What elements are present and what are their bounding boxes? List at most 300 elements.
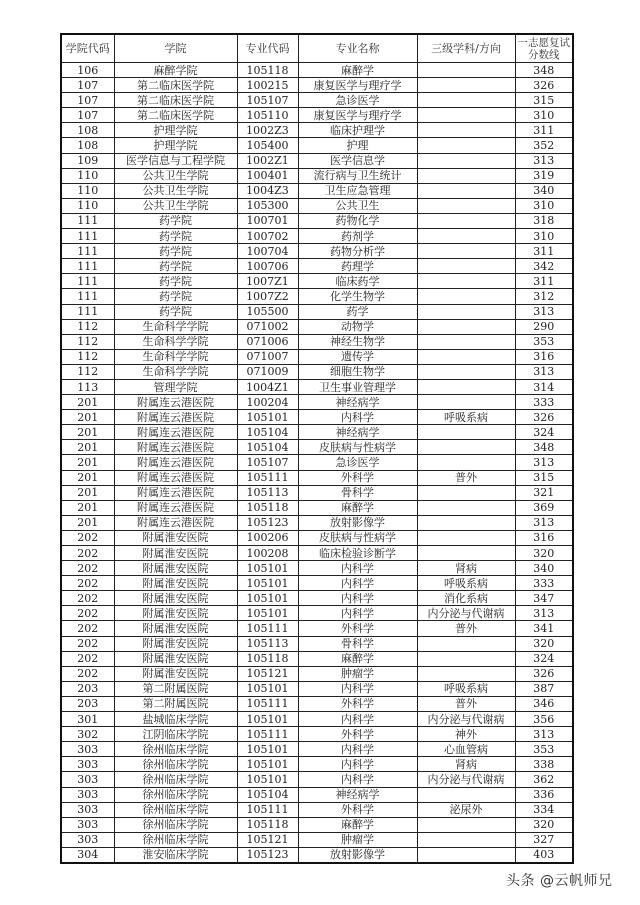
cell-cutoff-score: 310 bbox=[515, 229, 573, 244]
cell-cutoff-score: 326 bbox=[515, 666, 573, 681]
cell-cutoff-score: 353 bbox=[515, 334, 573, 349]
table-row bbox=[61, 787, 573, 802]
cell-college-code: 303 bbox=[61, 757, 114, 772]
cell-college-name: 药学院 bbox=[114, 274, 237, 289]
cell-major-name: 医学信息学 bbox=[298, 153, 417, 168]
cell-major-code: 105121 bbox=[237, 666, 298, 681]
cell-cutoff-score: 313 bbox=[515, 364, 573, 379]
cell-major-name: 临床护理学 bbox=[298, 123, 417, 138]
cell-major-code: 100706 bbox=[237, 259, 298, 274]
cell-sub-discipline bbox=[417, 787, 515, 802]
cell-college-name: 附属淮安医院 bbox=[114, 651, 237, 666]
cell-major-name: 康复医学与理疗学 bbox=[298, 78, 417, 93]
cell-major-code: 105118 bbox=[237, 651, 298, 666]
cell-cutoff-score: 313 bbox=[515, 727, 573, 742]
cell-college-code: 106 bbox=[61, 63, 114, 78]
cell-major-code: 105113 bbox=[237, 636, 298, 651]
cell-major-code: 071006 bbox=[237, 334, 298, 349]
cell-sub-discipline bbox=[417, 229, 515, 244]
cell-sub-discipline bbox=[417, 138, 515, 153]
cell-college-name: 生命科学学院 bbox=[114, 349, 237, 364]
table-row bbox=[61, 410, 573, 425]
cell-cutoff-score: 311 bbox=[515, 244, 573, 259]
cell-cutoff-score: 333 bbox=[515, 395, 573, 410]
cell-major-name: 神经病学 bbox=[298, 787, 417, 802]
cell-college-name: 附属连云港医院 bbox=[114, 515, 237, 530]
cell-college-code: 201 bbox=[61, 515, 114, 530]
cell-college-code: 111 bbox=[61, 304, 114, 319]
table-row bbox=[61, 304, 573, 319]
cell-sub-discipline bbox=[417, 304, 515, 319]
cell-college-code: 201 bbox=[61, 425, 114, 440]
cell-cutoff-score: 348 bbox=[515, 63, 573, 78]
cell-college-name: 附属淮安医院 bbox=[114, 576, 237, 591]
cell-sub-discipline bbox=[417, 455, 515, 470]
cell-major-name: 流行病与卫生统计 bbox=[298, 168, 417, 183]
table-row bbox=[61, 78, 573, 93]
cell-major-code: 105101 bbox=[237, 681, 298, 696]
cell-major-name: 内科学 bbox=[298, 561, 417, 576]
cell-major-code: 100204 bbox=[237, 395, 298, 410]
cell-cutoff-score: 316 bbox=[515, 349, 573, 364]
cell-college-name: 药学院 bbox=[114, 213, 237, 228]
cell-sub-discipline bbox=[417, 168, 515, 183]
cell-major-code: 100208 bbox=[237, 546, 298, 561]
cell-cutoff-score: 326 bbox=[515, 78, 573, 93]
cell-cutoff-score: 316 bbox=[515, 530, 573, 545]
cell-cutoff-score: 353 bbox=[515, 742, 573, 757]
cell-college-name: 附属连云港医院 bbox=[114, 500, 237, 515]
cell-major-name: 皮肤病与性病学 bbox=[298, 440, 417, 455]
header-sub-discipline: 三级学科/方向 bbox=[417, 34, 515, 63]
table-row bbox=[61, 500, 573, 515]
cell-sub-discipline bbox=[417, 349, 515, 364]
cell-college-name: 附属淮安医院 bbox=[114, 621, 237, 636]
cell-college-name: 徐州临床学院 bbox=[114, 832, 237, 847]
table-row bbox=[61, 364, 573, 379]
cell-sub-discipline bbox=[417, 530, 515, 545]
cell-cutoff-score: 326 bbox=[515, 410, 573, 425]
cell-cutoff-score: 313 bbox=[515, 153, 573, 168]
cell-college-name: 医学信息与工程学院 bbox=[114, 153, 237, 168]
cell-college-code: 202 bbox=[61, 666, 114, 681]
table-row bbox=[61, 847, 573, 863]
cell-college-code: 202 bbox=[61, 546, 114, 561]
table-row bbox=[61, 153, 573, 168]
cell-college-code: 202 bbox=[61, 606, 114, 621]
cell-college-code: 110 bbox=[61, 168, 114, 183]
cell-sub-discipline bbox=[417, 832, 515, 847]
score-table-container bbox=[60, 33, 572, 864]
cell-major-code: 105113 bbox=[237, 485, 298, 500]
cell-sub-discipline bbox=[417, 123, 515, 138]
cell-cutoff-score: 342 bbox=[515, 259, 573, 274]
cell-major-code: 1004Z1 bbox=[237, 379, 298, 394]
cell-cutoff-score: 340 bbox=[515, 183, 573, 198]
cell-college-name: 第二附属医院 bbox=[114, 681, 237, 696]
cell-major-code: 1007Z2 bbox=[237, 289, 298, 304]
cell-college-code: 110 bbox=[61, 198, 114, 213]
cell-college-name: 生命科学学院 bbox=[114, 319, 237, 334]
cell-sub-discipline bbox=[417, 289, 515, 304]
cell-major-name: 临床检验诊断学 bbox=[298, 546, 417, 561]
header-college-code: 学院代码 bbox=[61, 34, 114, 63]
cell-sub-discipline bbox=[417, 244, 515, 259]
cell-cutoff-score: 319 bbox=[515, 168, 573, 183]
cell-college-code: 303 bbox=[61, 832, 114, 847]
cell-sub-discipline bbox=[417, 183, 515, 198]
cell-major-code: 105101 bbox=[237, 606, 298, 621]
cell-college-name: 公共卫生学院 bbox=[114, 183, 237, 198]
cell-sub-discipline bbox=[417, 153, 515, 168]
table-row bbox=[61, 591, 573, 606]
cell-major-code: 105118 bbox=[237, 817, 298, 832]
cell-college-name: 药学院 bbox=[114, 289, 237, 304]
table-row bbox=[61, 93, 573, 108]
cell-major-name: 药物化学 bbox=[298, 213, 417, 228]
cell-major-code: 105101 bbox=[237, 591, 298, 606]
table-row bbox=[61, 455, 573, 470]
cell-major-code: 1002Z1 bbox=[237, 153, 298, 168]
cell-sub-discipline bbox=[417, 440, 515, 455]
cell-cutoff-score: 336 bbox=[515, 787, 573, 802]
watermark: 头条 @云帆师兄 bbox=[506, 873, 613, 889]
cell-cutoff-score: 315 bbox=[515, 93, 573, 108]
cell-college-name: 附属连云港医院 bbox=[114, 440, 237, 455]
cell-major-code: 100704 bbox=[237, 244, 298, 259]
cell-major-name: 动物学 bbox=[298, 319, 417, 334]
cell-major-name: 神经生物学 bbox=[298, 334, 417, 349]
cell-major-name: 药剂学 bbox=[298, 229, 417, 244]
table-row bbox=[61, 168, 573, 183]
cell-college-name: 附属连云港医院 bbox=[114, 485, 237, 500]
cell-major-code: 105500 bbox=[237, 304, 298, 319]
table-row bbox=[61, 546, 573, 561]
cell-sub-discipline bbox=[417, 364, 515, 379]
cell-cutoff-score: 311 bbox=[515, 123, 573, 138]
table-row bbox=[61, 515, 573, 530]
cell-major-code: 105101 bbox=[237, 742, 298, 757]
cell-sub-discipline bbox=[417, 319, 515, 334]
table-body bbox=[61, 63, 573, 863]
table-row bbox=[61, 108, 573, 123]
table-row bbox=[61, 198, 573, 213]
cell-cutoff-score: 320 bbox=[515, 817, 573, 832]
cell-cutoff-score: 341 bbox=[515, 621, 573, 636]
cell-major-name: 遗传学 bbox=[298, 349, 417, 364]
cell-college-code: 111 bbox=[61, 244, 114, 259]
cell-college-code: 202 bbox=[61, 651, 114, 666]
cell-cutoff-score: 356 bbox=[515, 712, 573, 727]
cell-cutoff-score: 387 bbox=[515, 681, 573, 696]
table-row bbox=[61, 817, 573, 832]
table-row bbox=[61, 319, 573, 334]
cell-college-name: 第二附属医院 bbox=[114, 696, 237, 711]
cell-major-code: 1002Z3 bbox=[237, 123, 298, 138]
cell-major-code: 105123 bbox=[237, 847, 298, 863]
cell-college-name: 第二临床医学院 bbox=[114, 78, 237, 93]
cell-sub-discipline bbox=[417, 198, 515, 213]
cell-major-code: 105104 bbox=[237, 425, 298, 440]
cell-cutoff-score: 311 bbox=[515, 274, 573, 289]
cell-college-code: 112 bbox=[61, 319, 114, 334]
cell-major-name: 内科学 bbox=[298, 757, 417, 772]
cell-sub-discipline: 普外 bbox=[417, 621, 515, 636]
cell-major-code: 105118 bbox=[237, 500, 298, 515]
table-row bbox=[61, 470, 573, 485]
cell-sub-discipline bbox=[417, 500, 515, 515]
cell-sub-discipline bbox=[417, 334, 515, 349]
cell-cutoff-score: 338 bbox=[515, 757, 573, 772]
cell-cutoff-score: 346 bbox=[515, 696, 573, 711]
cell-sub-discipline: 呼吸系病 bbox=[417, 576, 515, 591]
cell-major-code: 100206 bbox=[237, 530, 298, 545]
cell-major-code: 105101 bbox=[237, 772, 298, 787]
table-row bbox=[61, 561, 573, 576]
table-row bbox=[61, 727, 573, 742]
cell-cutoff-score: 340 bbox=[515, 561, 573, 576]
cell-major-name: 外科学 bbox=[298, 727, 417, 742]
cell-sub-discipline: 普外 bbox=[417, 696, 515, 711]
cell-college-name: 附属淮安医院 bbox=[114, 546, 237, 561]
cell-college-name: 麻醉学院 bbox=[114, 63, 237, 78]
cell-cutoff-score: 347 bbox=[515, 591, 573, 606]
cell-major-name: 内科学 bbox=[298, 591, 417, 606]
cell-major-code: 105111 bbox=[237, 470, 298, 485]
cell-major-code: 105400 bbox=[237, 138, 298, 153]
cell-college-code: 203 bbox=[61, 681, 114, 696]
cell-college-code: 109 bbox=[61, 153, 114, 168]
cell-college-name: 附属连云港医院 bbox=[114, 455, 237, 470]
cell-sub-discipline bbox=[417, 259, 515, 274]
table-row bbox=[61, 772, 573, 787]
cell-college-name: 第二临床医学院 bbox=[114, 93, 237, 108]
cell-college-name: 附属淮安医院 bbox=[114, 666, 237, 681]
table-row bbox=[61, 576, 573, 591]
cell-major-name: 内科学 bbox=[298, 681, 417, 696]
table-row bbox=[61, 244, 573, 259]
cell-major-name: 皮肤病与性病学 bbox=[298, 530, 417, 545]
cell-college-code: 108 bbox=[61, 123, 114, 138]
cell-major-name: 放射影像学 bbox=[298, 515, 417, 530]
cell-sub-discipline: 呼吸系病 bbox=[417, 681, 515, 696]
cell-cutoff-score: 334 bbox=[515, 802, 573, 817]
cell-sub-discipline: 内分泌与代谢病 bbox=[417, 712, 515, 727]
cell-college-code: 201 bbox=[61, 455, 114, 470]
cell-college-code: 201 bbox=[61, 500, 114, 515]
cell-major-code: 105121 bbox=[237, 832, 298, 847]
cell-major-name: 麻醉学 bbox=[298, 500, 417, 515]
cell-college-code: 302 bbox=[61, 727, 114, 742]
cell-major-name: 肿瘤学 bbox=[298, 832, 417, 847]
cell-college-name: 徐州临床学院 bbox=[114, 802, 237, 817]
cell-sub-discipline: 肾病 bbox=[417, 561, 515, 576]
cell-sub-discipline: 消化系病 bbox=[417, 591, 515, 606]
cell-college-name: 附属淮安医院 bbox=[114, 636, 237, 651]
table-row bbox=[61, 334, 573, 349]
cell-sub-discipline bbox=[417, 546, 515, 561]
header-college: 学院 bbox=[114, 34, 237, 63]
cell-major-name: 公共卫生 bbox=[298, 198, 417, 213]
cell-cutoff-score: 310 bbox=[515, 198, 573, 213]
cell-major-name: 药学 bbox=[298, 304, 417, 319]
header-major-code: 专业代码 bbox=[237, 34, 298, 63]
cell-major-code: 100701 bbox=[237, 213, 298, 228]
cell-college-code: 303 bbox=[61, 817, 114, 832]
cell-major-name: 外科学 bbox=[298, 802, 417, 817]
table-row bbox=[61, 712, 573, 727]
cell-major-name: 化学生物学 bbox=[298, 289, 417, 304]
cell-major-name: 放射影像学 bbox=[298, 847, 417, 863]
cell-cutoff-score: 290 bbox=[515, 319, 573, 334]
cell-college-code: 201 bbox=[61, 485, 114, 500]
cell-major-name: 内科学 bbox=[298, 742, 417, 757]
cell-college-name: 第二临床医学院 bbox=[114, 108, 237, 123]
cell-sub-discipline bbox=[417, 108, 515, 123]
cell-sub-discipline: 呼吸系病 bbox=[417, 410, 515, 425]
cell-college-code: 111 bbox=[61, 289, 114, 304]
table-row bbox=[61, 274, 573, 289]
cell-major-code: 105111 bbox=[237, 802, 298, 817]
cell-college-code: 112 bbox=[61, 364, 114, 379]
table-row bbox=[61, 63, 573, 78]
cell-cutoff-score: 314 bbox=[515, 379, 573, 394]
cell-college-code: 202 bbox=[61, 576, 114, 591]
cell-college-name: 附属连云港医院 bbox=[114, 425, 237, 440]
cell-cutoff-score: 324 bbox=[515, 425, 573, 440]
cell-cutoff-score: 313 bbox=[515, 455, 573, 470]
cell-college-name: 附属连云港医院 bbox=[114, 410, 237, 425]
cell-cutoff-score: 312 bbox=[515, 289, 573, 304]
table-row bbox=[61, 681, 573, 696]
cell-major-code: 105107 bbox=[237, 93, 298, 108]
table-row bbox=[61, 802, 573, 817]
cell-major-name: 神经病学 bbox=[298, 425, 417, 440]
cell-college-code: 303 bbox=[61, 742, 114, 757]
table-row bbox=[61, 757, 573, 772]
cell-major-code: 071002 bbox=[237, 319, 298, 334]
table-row bbox=[61, 183, 573, 198]
table-row bbox=[61, 259, 573, 274]
table-row bbox=[61, 666, 573, 681]
cell-major-code: 105104 bbox=[237, 787, 298, 802]
cell-major-name: 内科学 bbox=[298, 712, 417, 727]
cell-college-code: 201 bbox=[61, 410, 114, 425]
cell-major-code: 105101 bbox=[237, 576, 298, 591]
cell-college-code: 202 bbox=[61, 561, 114, 576]
cell-major-name: 麻醉学 bbox=[298, 651, 417, 666]
cell-major-code: 105300 bbox=[237, 198, 298, 213]
cell-major-name: 内科学 bbox=[298, 410, 417, 425]
cell-major-code: 1007Z1 bbox=[237, 274, 298, 289]
cell-college-code: 108 bbox=[61, 138, 114, 153]
cell-college-name: 附属淮安医院 bbox=[114, 561, 237, 576]
cell-college-code: 107 bbox=[61, 93, 114, 108]
cell-major-name: 外科学 bbox=[298, 621, 417, 636]
cell-major-name: 卫生事业管理学 bbox=[298, 379, 417, 394]
cell-major-code: 105107 bbox=[237, 455, 298, 470]
cell-college-code: 203 bbox=[61, 696, 114, 711]
table-row bbox=[61, 606, 573, 621]
cell-major-code: 100702 bbox=[237, 229, 298, 244]
cell-college-name: 江阴临床学院 bbox=[114, 727, 237, 742]
table-row bbox=[61, 379, 573, 394]
cell-college-code: 107 bbox=[61, 78, 114, 93]
cell-college-code: 301 bbox=[61, 712, 114, 727]
cell-sub-discipline: 神外 bbox=[417, 727, 515, 742]
cell-major-name: 急诊医学 bbox=[298, 93, 417, 108]
cell-sub-discipline: 肾病 bbox=[417, 757, 515, 772]
cell-college-name: 盐城临床学院 bbox=[114, 712, 237, 727]
cell-sub-discipline bbox=[417, 666, 515, 681]
cell-cutoff-score: 318 bbox=[515, 213, 573, 228]
cell-college-name: 公共卫生学院 bbox=[114, 198, 237, 213]
cell-sub-discipline bbox=[417, 63, 515, 78]
cell-cutoff-score: 324 bbox=[515, 651, 573, 666]
cell-cutoff-score: 369 bbox=[515, 500, 573, 515]
cell-college-code: 201 bbox=[61, 440, 114, 455]
cell-college-name: 徐州临床学院 bbox=[114, 817, 237, 832]
cell-college-code: 112 bbox=[61, 349, 114, 364]
cell-major-name: 肿瘤学 bbox=[298, 666, 417, 681]
cell-major-name: 骨科学 bbox=[298, 636, 417, 651]
cell-cutoff-score: 333 bbox=[515, 576, 573, 591]
table-row bbox=[61, 696, 573, 711]
cell-major-code: 100401 bbox=[237, 168, 298, 183]
cell-sub-discipline bbox=[417, 636, 515, 651]
cell-sub-discipline bbox=[417, 78, 515, 93]
table-row bbox=[61, 289, 573, 304]
table-row bbox=[61, 138, 573, 153]
cell-major-code: 105111 bbox=[237, 621, 298, 636]
cell-major-code: 105111 bbox=[237, 727, 298, 742]
table-header-row bbox=[61, 34, 573, 63]
table-row bbox=[61, 395, 573, 410]
cell-college-name: 生命科学学院 bbox=[114, 364, 237, 379]
cell-cutoff-score: 313 bbox=[515, 606, 573, 621]
cell-major-name: 康复医学与理疗学 bbox=[298, 108, 417, 123]
cell-sub-discipline: 内分泌与代谢病 bbox=[417, 606, 515, 621]
cell-cutoff-score: 310 bbox=[515, 108, 573, 123]
cell-sub-discipline bbox=[417, 817, 515, 832]
table-row bbox=[61, 123, 573, 138]
table-row bbox=[61, 621, 573, 636]
table-row bbox=[61, 229, 573, 244]
table-row bbox=[61, 213, 573, 228]
cell-college-name: 徐州临床学院 bbox=[114, 787, 237, 802]
cell-cutoff-score: 403 bbox=[515, 847, 573, 863]
cell-sub-discipline: 普外 bbox=[417, 470, 515, 485]
cell-sub-discipline bbox=[417, 379, 515, 394]
cell-major-name: 骨科学 bbox=[298, 485, 417, 500]
cell-college-code: 111 bbox=[61, 213, 114, 228]
cell-sub-discipline bbox=[417, 395, 515, 410]
cell-major-name: 内科学 bbox=[298, 772, 417, 787]
cell-cutoff-score: 315 bbox=[515, 470, 573, 485]
cell-major-code: 071009 bbox=[237, 364, 298, 379]
cell-sub-discipline: 内分泌与代谢病 bbox=[417, 772, 515, 787]
cell-major-name: 内科学 bbox=[298, 576, 417, 591]
cell-major-code: 105101 bbox=[237, 410, 298, 425]
cell-cutoff-score: 352 bbox=[515, 138, 573, 153]
cell-college-name: 附属淮安医院 bbox=[114, 606, 237, 621]
cell-sub-discipline: 泌尿外 bbox=[417, 802, 515, 817]
cell-major-name: 外科学 bbox=[298, 696, 417, 711]
cell-college-name: 公共卫生学院 bbox=[114, 168, 237, 183]
cell-sub-discipline bbox=[417, 274, 515, 289]
cell-sub-discipline: 心血管病 bbox=[417, 742, 515, 757]
cell-college-code: 303 bbox=[61, 772, 114, 787]
